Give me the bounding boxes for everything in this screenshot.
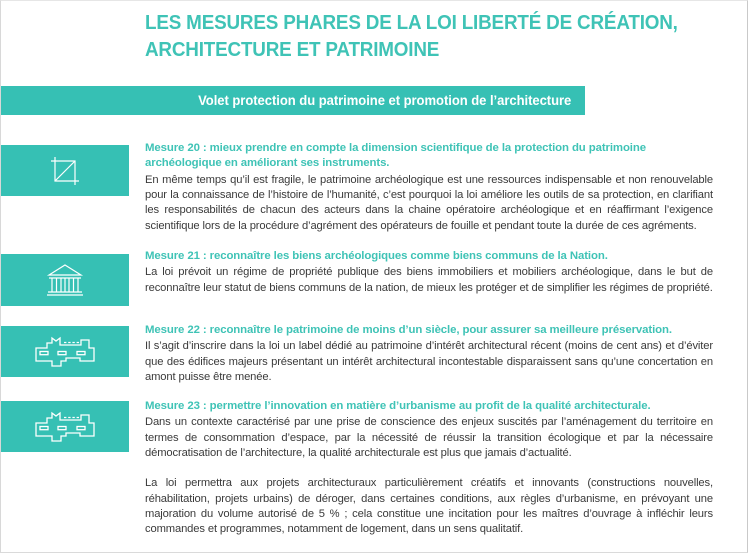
building-facade-icon bbox=[33, 335, 97, 369]
icon-block-measure-23 bbox=[1, 401, 129, 452]
measure-title: Mesure 22 : reconnaître le patrimoine de moins d’un siècle, pour assurer sa meilleure préservation. bbox=[145, 324, 672, 336]
excavation-square-icon bbox=[48, 154, 82, 188]
section-banner bbox=[1, 86, 585, 115]
building-facade-icon-2 bbox=[33, 410, 97, 444]
page-title bbox=[145, 9, 725, 63]
measure-paragraph: La loi permettra aux projets architecturaux particulièrement créatifs et innovants (constructions nouvelles, réhabilitation, projets urbains) de déroger, dans certaines conditions, aux règles d’urbanisme, en prévoyant une majoration du volume autorisé de 5 % ; cela constitue une incitation pour les maîtres d’ouvrage à infléchir leurs commandes et programmes, notamment de logement, dans un sens qualitatif. bbox=[145, 477, 713, 536]
icon-block-measure-22 bbox=[1, 326, 129, 377]
measure-block-20 bbox=[145, 141, 713, 234]
measure-paragraph: En même temps qu’il est fragile, le patrimoine archéologique est une ressources indispensable et non renouvelable pour la connaissance de l’histoire de l’humanité, c’est pourquoi la loi améliore les outils de sa protection, en clarifiant les responsabilités de chacun des acteurs dans la chaine opératoire archéologique et en réaffirmant l’exigence scientifique lors de la procédure d’agrément des opérateurs de fouille et pendant toute la durée de ces agréments. bbox=[145, 173, 713, 232]
icon-block-measure-21 bbox=[1, 254, 129, 306]
classical-temple-icon bbox=[46, 263, 84, 297]
measure-paragraph: Dans un contexte caractérisé par une prise de conscience des enjeux suscités par l’aménagement du territoire en termes de consommation d’espace, par la nécessité de réussir la transition écologique et par la nécessaire démocratisation de l’architecture, la qualité architecturale est plus que jamais d’actualité. bbox=[145, 416, 713, 459]
section-banner-label: Volet protection du patrimoine et promotion de l’architecture bbox=[198, 93, 572, 108]
measure-block-23 bbox=[145, 399, 713, 537]
measure-block-22 bbox=[145, 323, 713, 385]
measure-title: Mesure 23 : permettre l’innovation en matière d’urbanisme au profit de la qualité architecturale. bbox=[145, 400, 651, 412]
page-title-line-2: ARCHITECTURE ET PATRIMOINE bbox=[145, 38, 440, 61]
measure-paragraph: Il s’agit d’inscrire dans la loi un label dédié au patrimoine d’intérêt architectural récent (moins de cent ans) et d’éviter que des édifices majeurs présentant un intérêt architectural incontestable disparaissent sans qu’une concertation en amont puisse être menée. bbox=[145, 340, 713, 383]
measure-paragraph: La loi prévoit un régime de propriété publique des biens immobiliers et mobiliers archéologique, dans le but de reconnaître leur statut de biens communs de la nation, de mieux les protéger et de simplifier les régimes de propriété. bbox=[145, 266, 713, 294]
page-title-line-1: LES MESURES PHARES DE LA LOI LIBERTÉ DE CRÉATION, bbox=[145, 11, 678, 34]
measure-title: Mesure 20 : mieux prendre en compte la dimension scientifique de la protection du patrimoine archéologique en améliorant ses instruments. bbox=[145, 142, 646, 170]
measure-title: Mesure 21 : reconnaître les biens archéologiques comme biens communs de la Nation. bbox=[145, 250, 608, 262]
measure-block-21 bbox=[145, 249, 713, 296]
icon-block-measure-20 bbox=[1, 145, 129, 196]
